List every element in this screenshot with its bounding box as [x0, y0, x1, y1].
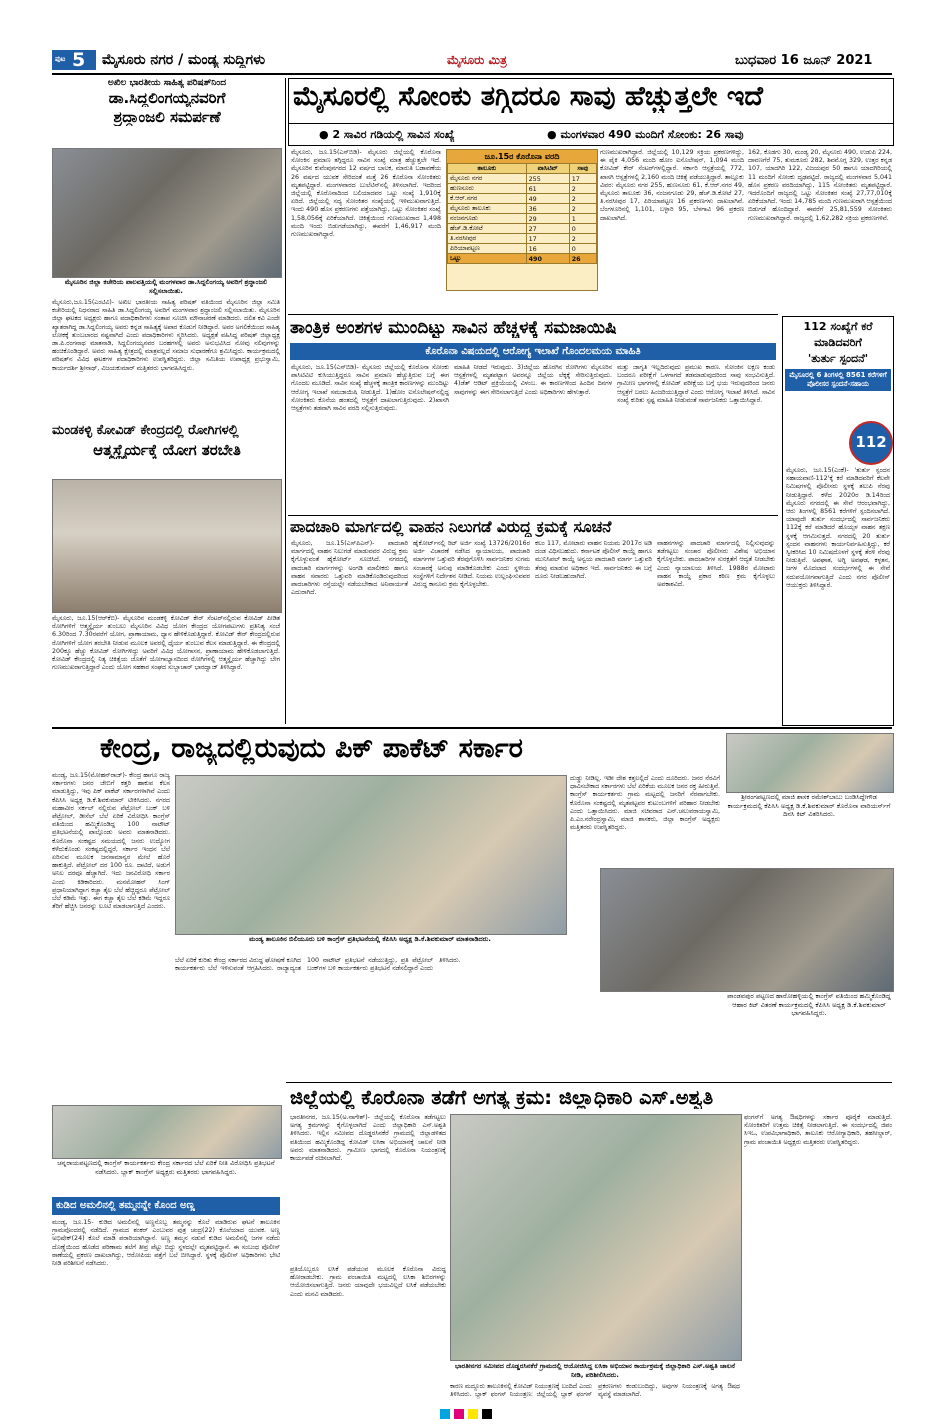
column-divider — [285, 78, 286, 724]
table-row — [448, 194, 597, 204]
lead-body-2: ಗುಣಮುಖರಾಗಿದ್ದಾರೆ. ಜಿಲ್ಲೆಯಲ್ಲಿ 10,129 ಸಕ್ರಿಯ ಪ್ರಕರಣಗಳಿದ್ದು, ಈ ಪೈಕಿ 4,056 ಮಂದಿ ಹೋಂ ಐಸೊಲೇಷನ್, 1,094 ಮಂದಿ ಕೋವಿಡ್ ಕೇರ್ ಸೆಂಟರ್‌ಗಳಲ್ಲಿದ್ದಾರೆ. ಸರ್ಕಾರಿ ಆಸ್ಪತ್ರೆಯಲ್ಲಿ 772, ಖಾಸಗಿ ಆಸ್ಪತ್ರೆಗಳಲ್ಲಿ 2,160 ಮಂದಿ ಚಿಕಿತ್ಸೆ ಪಡೆಯುತ್ತಿದ್ದಾರೆ. ತಾಲ್ಲೂಕು ವಿವರ: ಮೈಸೂರು ನಗರ 255, ಹುಣಸೂರು 61, ಕೆ.ಆರ್.ನಗರ 49, ಮೈಸೂರು ತಾಲೂಕು 36, ನಂಜನಗೂಡು 29, ಹೆಚ್.ಡಿ.ಕೋಟೆ 27, ತಿ.ನರಸೀಪುರ 17, ಪಿರಿಯಾಪಟ್ಟಣ 16 ಪ್ರಕರಣಗಳು ದಾಖಲಾಗಿವೆ. ಬೆಂಗಳೂರಿನಲ್ಲಿ 1,101, ಬಳ್ಳಾರಿ 95, ಬೆಳಗಾವಿ 96 ಪ್ರಕರಣ ದಾಖಲಾಗಿದೆ. — [600, 149, 744, 222]
story-112-headline-1: 112 ಸಂಖ್ಯೆಗೆ ಕರೆ — [803, 320, 873, 333]
registration-marks — [440, 1409, 510, 1419]
lead-strap-2-text: ಮಂಗಳವಾರ 490 ಮಂದಿಗೆ ಸೋಂಕು: 26 ಸಾವು — [560, 128, 744, 141]
lead-body-1: ಮೈಸೂರು, ಜೂ.15(ಎಸ್‌ಬಿಡಿ)- ಮೈಸೂರು ಜಿಲ್ಲೆಯಲ್ಲಿ ಕೊರೊನಾ ಸೋಂಕಿನ ಪ್ರಮಾಣ ತಗ್ಗಿದ್ದರೂ ಸಾವಿನ ಸಂಖ್ಯೆ ಮಾತ್ರ ಹೆಚ್ಚುತ್ತಲೇ ಇದೆ. ಮೈಸೂರಿನ ಕುವೆಂಪುನಗರದ 12 ವರ್ಷದ ಬಾಲಕ, ಮಾರುತಿ ಬಡಾವಣೆಯ 26 ವರ್ಷದ ಯುವಕ ಸೇರಿದಂತೆ ಮತ್ತೆ 26 ಕೊರೊನಾ ಸೋಂಕಿತರು ಮೃತಪಟ್ಟಿದ್ದಾರೆ. ಮಂಗಳವಾರದ ಬುಲೆಟಿನ್‌ನಲ್ಲಿ ತಿಳಿಸಲಾಗಿದೆ. ಇದರಿಂದ ಜಿಲ್ಲೆಯಲ್ಲಿ ಕೊರೊನಾದಿಂದ ಬಲಿಯಾದವರ ಒಟ್ಟು ಸಂಖ್ಯೆ 1,910ಕ್ಕೆ ಏರಿದೆ. ಜಿಲ್ಲೆಯಲ್ಲಿ ಸದ್ಯ ಸೋಂಕಿತರ ಸಂಖ್ಯೆಯಲ್ಲಿ ಇಳಿಮುಖವಾಗುತ್ತಿದೆ. ಇಂದು 490 ಹೊಸ ಪ್ರಕರಣಗಳು ಪತ್ತೆಯಾಗಿದ್ದು, ಒಟ್ಟು ಸೋಂಕಿತರ ಸಂಖ್ಯೆ 1,58,056ಕ್ಕೆ ಏರಿಕೆಯಾಗಿದೆ. ಚಿಕಿತ್ಸೆಯಿಂದ ಗುಣಮುಖರಾದ 1,498 ಮಂದಿ ಇಂದು ಬಿಡುಗಡೆಯಾಗಿದ್ದು, ಈವರೆಗೆ 1,46,917 ಮಂದಿ ಗುಣಮುಖರಾಗಿದ್ದಾರೆ. — [291, 149, 441, 239]
collector-photo — [450, 1114, 742, 1361]
parking-body-1: ಮೈಸೂರು, ಜೂ.15(ಎಸ್‌ಪಿಎನ್)- ಪಾದಚಾರಿ ಮಾರ್ಗದಲ್ಲಿ ವಾಹನ ನಿಲುಗಡೆ ಮಾಡುವವರ ವಿರುದ್ಧ ಕ್ರಮ ಕೈಗೊಳ್ಳುವಂತೆ ಹೈಕೋರ್ಟ್ ಸೂಚಿಸಿದೆ. ನಗರದಲ್ಲಿ ಪಾದಚಾರಿ ಮಾರ್ಗಗಳನ್ನು ಅಂಗಡಿ ಮಾಲೀಕರು ಹಾಗೂ ವಾಹನ ಸವಾರರು ಒತ್ತುವರಿ ಮಾಡಿಕೊಂಡಿರುವುದರಿಂದ ಪಾದಚಾರಿಗಳು ರಸ್ತೆಯಲ್ಲೇ ನಡೆಯಬೇಕಾದ ಅನಿವಾರ್ಯತೆ ಎದುರಾಗಿದೆ. — [291, 540, 408, 597]
section-title: ಮೈಸೂರು ನಗರ / ಮಂಡ್ಯ ಸುದ್ದಿಗಳು — [102, 52, 266, 68]
technical-body-3: ಮತ್ತು ಜಾಗೃತಿ ಇಲ್ಲದಿರುವುದು ಪ್ರಮುಖ ಕಾರಣ. ಸೋಂಕಿನ ಲಕ್ಷಣ ಕಂಡು ಬಂದರೂ ಪರೀಕ್ಷೆಗೆ ಒಳಗಾಗದೆ ತಡಮಾಡುವುದರಿಂದ ಸಾವು ಸಂಭವಿಸುತ್ತಿದೆ. ಗ್ರಾಮೀಣ ಭಾಗಗಳಲ್ಲಿ ಕೋವಿಡ್ ಪರೀಕ್ಷೆಯ ಬಗ್ಗೆ ಭಯ ಇರುವುದರಿಂದ ಜನರು ಆಸ್ಪತ್ರೆಗೆ ಬರಲು ಹಿಂಜರಿಯುತ್ತಿದ್ದಾರೆ ಎಂದು ಆರೋಗ್ಯ ಇಲಾಖೆ ತಿಳಿಸಿದೆ. ಸಾವಿನ ಸಂಖ್ಯೆ ಕುರಿತು ಸ್ಪಷ್ಟ ಮಾಹಿತಿ ನೀಡುವಂತೆ ಸಾರ್ವಜನಿಕರು ಒತ್ತಾಯಿಸಿದ್ದಾರೆ. — [617, 364, 775, 404]
table-cell: 49 — [526, 194, 569, 204]
table-row — [448, 184, 597, 194]
corona-table-grid — [447, 163, 597, 264]
table-cell: 2 — [569, 194, 596, 204]
page-label: ಪುಟ — [55, 55, 66, 63]
table-cell: 17 — [526, 234, 569, 244]
protest-caption: ಚನ್ನರಾಯಪಟ್ಟಣದಲ್ಲಿ ಕಾಂಗ್ರೆಸ್ ಕಾರ್ಯಕರ್ತರು ಕೇಂದ್ರ ಸರ್ಕಾರದ ಬೆಲೆ ಏರಿಕೆ ನೀತಿ ವಿರೋಧಿಸಿ ಪ್ರತಿಭಟನೆ ನಡೆಸಿದರು. ಬ್ಲಾಕ್ ಕಾಂಗ್ರೆಸ್ ಅಧ್ಯಕ್ಷರು ಮತ್ತಿತರರು ಭಾಗವಹಿಸಿದ್ದರು. — [57, 1159, 275, 1176]
table-cell: 61 — [526, 184, 569, 194]
pickpocket-caption-right-1: ಶ್ರೀರಂಗಪಟ್ಟಣದಲ್ಲಿ ಮಾಜಿ ಶಾಸಕ ರಮೇಶ್‌ಬಾಬು ಬಂಡಿಸಿದ್ದೇಗೌಡ ಕಾರ್ಯಕ್ರಮದಲ್ಲಿ ಕೆಪಿಸಿಸಿ ಅಧ್ಯಕ್ಷ ಡಿ.ಕೆ.ಶಿವಕುಮಾರ್ ಕೊರೊನಾ ವಾರಿಯರ್ಸ್‌ಗೆ ದಿನಸಿ ಕಿಟ್ ವಿತರಿಸಿದರು. — [727, 793, 891, 819]
story-yoga — [52, 423, 282, 723]
pickpocket-body-right: ದುಡ್ಡು ನೀಡಿಲ್ಲ. ಇಡೀ ದೇಶ ಕತ್ತಲಲ್ಲಿದೆ ಎಂದು ದೂರಿದರು. ಜನರ ನೆರವಿಗೆ ಧಾವಿಸಬೇಕಾದ ಸರ್ಕಾರಗಳು ಬೆಲೆ ಏರಿಕೆಯ ಮೂಲಕ ಜನರ ರಕ್ತ ಹೀರುತ್ತಿವೆ. ಕಾಂಗ್ರೆಸ್ ಕಾರ್ಯಕರ್ತರು ಗ್ರಾಮ ಮಟ್ಟದಲ್ಲಿ ಜನರಿಗೆ ನೆರವಾಗಬೇಕು. ಕೊರೊನಾ ಸಂಕಷ್ಟದಲ್ಲಿ ಮೃತಪಟ್ಟವರ ಕುಟುಂಬಗಳಿಗೆ ಪರಿಹಾರ ನೀಡಬೇಕು ಎಂದು ಒತ್ತಾಯಿಸಿದರು. ಮಾಜಿ ಸಚಿವರಾದ ಎನ್.ಚಲುವರಾಯಸ್ವಾಮಿ, ಪಿ.ಎಂ.ನರೇಂದ್ರಸ್ವಾಮಿ, ಮಾಜಿ ಶಾಸಕರು, ಜಿಲ್ಲಾ ಕಾಂಗ್ರೆಸ್ ಅಧ್ಯಕ್ಷರು ಮತ್ತಿತರರು ಉಪಸ್ಥಿತರಿದ್ದರು. — [570, 775, 720, 832]
table-row — [448, 244, 597, 254]
logo-112-text: 112 — [855, 433, 887, 451]
lead-strap-1-text: 2 ಸಾವಿರ ಗಡಿಯಲ್ಲಿ ಸಾವಿನ ಸಂಖ್ಯೆ — [332, 128, 455, 141]
header-rule — [52, 73, 892, 75]
table-cell: 0 — [569, 244, 596, 254]
table-cell: ಮೈಸೂರು ತಾಲೂಕು — [448, 204, 527, 214]
lead-strap — [289, 123, 893, 145]
issue-date: ಬುಧವಾರ 16 ಜೂನ್ 2021 — [735, 53, 873, 68]
tribute-kicker: ಅಖಿಲ ಭಾರತೀಯ ಸಾಹಿತ್ಯ ಪರಿಷತ್‌ನಿಂದ — [107, 78, 227, 88]
table-cell: 255 — [526, 174, 569, 184]
tribute-body: ಮೈಸೂರು,ಜೂ.15(ಎಂಟಿವಿ)- ಅಖಿಲ ಭಾರತೀಯ ಸಾಹಿತ್ಯ ಪರಿಷತ್ ವತಿಯಿಂದ ಮೈಸೂರಿನ ಜಿಲ್ಲಾ ಸಮಿತಿ ಕಚೇರಿಯಲ್ಲಿ ನಿಧನರಾದ ಸಾಹಿತಿ ಡಾ.ಸಿದ್ದಲಿಂಗಯ್ಯ ಅವರಿಗೆ ಮಂಗಳವಾರ ಶ್ರದ್ಧಾಂಜಲಿ ಸಲ್ಲಿಸಲಾಯಿತು. ಮೈಸೂರಿನ ಜಿಲ್ಲಾ ಘಟಕದ ಅಧ್ಯಕ್ಷರು ಹಾಗೂ ಪದಾಧಿಕಾರಿಗಳು ಸಂತಾಪ ಸೂಚಿಸಿ ಮೌನಾಚರಣೆ ಮಾಡಿದರು. ದಲಿತ ಕವಿ ಎಂದೇ ಖ್ಯಾತರಾಗಿದ್ದ ಡಾ.ಸಿದ್ದಲಿಂಗಯ್ಯ ಅವರು ಕನ್ನಡ ಸಾಹಿತ್ಯಕ್ಕೆ ಅಪಾರ ಕೊಡುಗೆ ನೀಡಿದ್ದಾರೆ. ಅವರ ಅಗಲಿಕೆಯಿಂದ ಸಾಹಿತ್ಯ ಲೋಕಕ್ಕೆ ತುಂಬಲಾರದ ನಷ್ಟವಾಗಿದೆ ಎಂದು ಪದಾಧಿಕಾರಿಗಳು ಸ್ಮರಿಸಿದರು. ಅಧ್ಯಕ್ಷತೆ ವಹಿಸಿದ್ದ ಪರಿಷತ್ ಜಿಲ್ಲಾಧ್ಯಕ್ಷ ಡಾ.ಪಿ.ರಂಗನಾಥ ಮಾತನಾಡಿ, ಸಿದ್ದಲಿಂಗಯ್ಯನವರ ಬರಹಗಳಲ್ಲಿ ಅವರು ಅನುಭವಿಸಿದ ನೋವು ನಲಿವುಗಳನ್ನು ಹಂಚಿಕೊಂಡಿದ್ದಾರೆ. ಅವರು ಸಾಹಿತ್ಯ ಕ್ಷೇತ್ರದಲ್ಲಿ ಮಾತ್ರವಲ್ಲದೆ ಸಮಾಜ ಸುಧಾರಣೆಗೂ ಶ್ರಮಿಸಿದ್ದರು. ಕಾರ್ಯಕ್ರಮದಲ್ಲಿ ಪರಿಷತ್‌ನ ವಿವಿಧ ಘಟಕಗಳ ಪದಾಧಿಕಾರಿಗಳು ಉಪಸ್ಥಿತರಿದ್ದರು. ಜಿಲ್ಲಾ ಸಮಿತಿಯ ಉಪಾಧ್ಯಕ್ಷ ಪ್ರಭುಸ್ವಾಮಿ, ಕಾರ್ಯದರ್ಶಿ ಶ್ರೀನಾಥ್, ವಿಜಯಕುಮಾರ್ ಮತ್ತಿತರರು ಭಾಗವಹಿಸಿದ್ದರು. — [52, 299, 280, 372]
emergency-112-logo — [849, 421, 893, 465]
table-cell: 16 — [526, 244, 569, 254]
lead-headline-box — [288, 78, 894, 146]
table-header-cell: ತಾಲೂಕು — [448, 164, 527, 174]
collector-body-2: ಪ್ರತಿಯೊಬ್ಬರೂ ಲಸಿಕೆ ಪಡೆಯುವ ಮೂಲಕ ಕೊರೊನಾ ವಿರುದ್ಧ ಹೋರಾಡಬೇಕು. ಗ್ರಾಮ ಪಂಚಾಯಿತಿ ಮಟ್ಟದಲ್ಲಿ ಲಸಿಕಾ ಶಿಬಿರಗಳನ್ನು ಆಯೋಜಿಸಲಾಗುತ್ತಿದೆ. ಜನರು ಯಾವುದೇ ಭಯವಿಲ್ಲದೆ ಲಸಿಕೆ ಪಡೆಯಬೇಕು ಎಂದು ಮನವಿ ಮಾಡಿದರು. — [290, 1266, 446, 1298]
table-row — [448, 224, 597, 234]
page-header — [52, 50, 892, 72]
story-112-banner: ಮೈಸೂರಲ್ಲಿ 6 ತಿಂಗಳಲ್ಲಿ 8561 ಕರೆಗಳಿಗೆ ಪೊಲೀಸರ ಸ್ಪಂದನೆ-ಸಹಾಯ — [785, 369, 891, 391]
corona-table — [446, 149, 598, 291]
pickpocket-photo-right-2 — [600, 868, 894, 992]
magenta-swatch — [454, 1409, 464, 1419]
pickpocket-main-caption: ಮಂಡ್ಯ ತಾಲೂಕಿನ ಬಿಲಿಯೂರು ಬಳಿ ಕಾಂಗ್ರೆಸ್ ಪ್ರತಿಭಟನೆಯಲ್ಲಿ ಕೆಪಿಸಿಸಿ ಅಧ್ಯಕ್ಷ ಡಿ.ಕೆ.ಶಿವಕುಮಾರ್ ಮಾತನಾಡಿದರು. — [249, 935, 491, 943]
brother-body: ಮಂಡ್ಯ, ಜೂ.15- ಕುಡಿದ ಅಮಲಿನಲ್ಲಿ ಅಣ್ಣನೊಬ್ಬ ತಮ್ಮನನ್ನು ಕೊಲೆ ಮಾಡಿರುವ ಘಟನೆ ತಾಲೂಕಿನ ಗ್ರಾಮವೊಂದರಲ್ಲಿ ನಡೆದಿದೆ. ಗ್ರಾಮದ ಶಂಕರ್ ಎಂಬುವರ ಪುತ್ರ ಚಂದ್ರ(22) ಕೊಲೆಯಾದ ಯುವಕ. ಅಣ್ಣ ಅಭಿಷೇಕ್(24) ಕೊಲೆ ಮಾಡಿ ಪರಾರಿಯಾಗಿದ್ದಾನೆ. ಅಣ್ಣ ತಮ್ಮನ ನಡುವೆ ಕುಡಿದ ಅಮಲಿನಲ್ಲಿ ಜಗಳ ನಡೆದು ದೊಣ್ಣೆಯಿಂದ ಹೊಡೆದ ಪರಿಣಾಮ ತಲೆಗೆ ತೀವ್ರ ಪೆಟ್ಟು ಬಿದ್ದು ಸ್ಥಳದಲ್ಲೇ ಮೃತಪಟ್ಟಿದ್ದಾನೆ. ಈ ಸಂಬಂಧ ಪೊಲೀಸ್ ಠಾಣೆಯಲ್ಲಿ ಪ್ರಕರಣ ದಾಖಲಾಗಿದ್ದು, ಆರೋಪಿಯ ಪತ್ತೆಗೆ ಬಲೆ ಬೀಸಿದ್ದಾರೆ. ಸ್ಥಳಕ್ಕೆ ಪೊಲೀಸ್ ಅಧಿಕಾರಿಗಳು ಭೇಟಿ ನೀಡಿ ಪರಿಶೀಲನೆ ನಡೆಸಿದರು. — [52, 1219, 280, 1268]
masthead: ಮೈಸೂರು ಮಿತ್ರ — [447, 53, 507, 67]
table-cell: 29 — [526, 214, 569, 224]
pickpocket-headline: ಕೇಂದ್ರ, ರಾಜ್ಯದಲ್ಲಿರುವುದು ಪಿಕ್ ಪಾಕೆಟ್ ಸರ್ಕಾರ — [100, 733, 523, 764]
table-header-cell: ಸಾವು — [569, 164, 596, 174]
protest-photo — [52, 1105, 282, 1159]
collector-body-1: ಭಾರತೀನಗರ, ಜೂ.15(ಅ.ನಾಗೇಶ್)- ಜಿಲ್ಲೆಯಲ್ಲಿ ಕೊರೊನಾ ತಡೆಗಟ್ಟಲು ಅಗತ್ಯ ಕ್ರಮಗಳನ್ನು ಕೈಗೊಳ್ಳಲಾಗಿದೆ ಎಂದು ಜಿಲ್ಲಾಧಿಕಾರಿ ಎಸ್.ಅಶ್ವತಿ ತಿಳಿಸಿದರು. ಇಲ್ಲಿನ ಸಮೀಪದ ದೊಡ್ಡರಸಿನಕೆರೆ ಗ್ರಾಮದಲ್ಲಿ ಜಿಲ್ಲಾಡಳಿತದ ವತಿಯಿಂದ ಹಮ್ಮಿಕೊಂಡಿದ್ದ ಕೋವಿಡ್ ಲಸಿಕಾ ಅಭಿಯಾನಕ್ಕೆ ಚಾಲನೆ ನೀಡಿ ಅವರು ಮಾತನಾಡಿದರು. ಗ್ರಾಮೀಣ ಭಾಗದಲ್ಲಿ ಕೊರೊನಾ ನಿಯಂತ್ರಣಕ್ಕೆ ಕಾರ್ಯಪಡೆ ರಚಿಸಲಾಗಿದೆ. — [290, 1114, 446, 1163]
section-rule — [286, 1082, 892, 1083]
lead-headline: ಮೈಸೂರಲ್ಲಿ ಸೋಂಕು ತಗ್ಗಿದರೂ ಸಾವು ಹೆಚ್ಚುತ್ತಲೇ ಇದೆ — [293, 81, 763, 112]
yoga-photo — [52, 479, 282, 613]
table-header-row — [448, 164, 597, 174]
tribute-headline-1: ಡಾ.ಸಿದ್ದಲಿಂಗಯ್ಯನವರಿಗೆ — [108, 89, 226, 107]
black-swatch — [482, 1409, 492, 1419]
yoga-body: ಮೈಸೂರು, ಜೂ.15(ಆರ್‌ಕೆಬಿ)- ಮೈಸೂರಿನ ಮಂಡಕಳ್ಳಿ ಕೋವಿಡ್ ಕೇರ್ ಸೆಂಟರ್‌ನಲ್ಲಿರುವ ಕೋವಿಡ್ ಪೀಡಿತ ರೋಗಿಗಳಿಗೆ ಆತ್ಮಸ್ಥೈರ್ಯ ತುಂಬಲು ಮೈಸೂರಿನ ವಿವಿಧ ಯೋಗ ಕೇಂದ್ರದ ಯೋಗಪಟುಗಳು ಪ್ರತಿನಿತ್ಯ ಸಂಜೆ 6.30ರಿಂದ 7.30ರವರೆಗೆ ಯೋಗ, ಪ್ರಾಣಾಯಾಮ, ಧ್ಯಾನ ಹೇಳಿಕೊಡುತ್ತಿದ್ದಾರೆ. ಕೋವಿಡ್ ಕೇರ್ ಕೇಂದ್ರದಲ್ಲಿರುವ ರೋಗಿಗಳಿಗೆ ಯೋಗ ತರಬೇತಿ ನೀಡುವ ಮೂಲಕ ಅವರಲ್ಲಿ ಧೈರ್ಯ ತುಂಬುವ ಕೆಲಸ ಮಾಡುತ್ತಿದ್ದಾರೆ. ಈ ಕೇಂದ್ರದಲ್ಲಿ 200ಕ್ಕೂ ಹೆಚ್ಚು ಕೋವಿಡ್ ರೋಗಿಗಳಿದ್ದು ಅವರಿಗೆ ವಿವಿಧ ಯೋಗಾಸನ, ಪ್ರಾಣಾಯಾಮ ಹೇಳಿಕೊಡಲಾಗುತ್ತಿದೆ. ಕೋವಿಡ್ ಕೇಂದ್ರದಲ್ಲಿ ನಿತ್ಯ ಚಿಕಿತ್ಸೆಯ ಜೊತೆಗೆ ಯೋಗಾಭ್ಯಾಸದಿಂದ ರೋಗಿಗಳಲ್ಲಿ ಆತ್ಮಸ್ಥೈರ್ಯ ಹೆಚ್ಚಾಗಿದ್ದು ಬೇಗ ಗುಣಮುಖರಾಗುತ್ತಿದ್ದಾರೆ ಎಂದು ಯೋಗ ಸಹಕಾರ ಸಂಘದ ಸುಬ್ಬಾಚಾರ್ ಭಾರದ್ವಾಜ್ ತಿಳಿಸಿದ್ದಾರೆ. — [52, 615, 280, 672]
pickpocket-photo-right-1 — [726, 733, 894, 793]
corona-table-title: ಜೂ.15ರ ಕೊರೊನಾ ವರದಿ — [447, 150, 597, 163]
table-cell: 27 — [526, 224, 569, 234]
technical-banner: ಕೊರೊನಾ ವಿಷಯದಲ್ಲಿ ಆರೋಗ್ಯ ಇಲಾಖೆ ಗೊಂದಲಮಯ ಮಾಹಿತಿ — [290, 343, 776, 360]
table-cell: 26 — [569, 254, 596, 264]
story-112-headline-3: 'ತುರ್ತು ಸ್ಪಂದನೆ' — [807, 352, 869, 365]
table-cell: 2 — [569, 234, 596, 244]
table-cell: ನಂಜನಗೂಡು — [448, 214, 527, 224]
story-112-body: ಮೈಸೂರು, ಜೂ.15(ಎಂಕೆ)- 'ತುರ್ತು ಸ್ಪಂದನ ಸಹಾಯವಾಣಿ-112'ಕ್ಕೆ ಕರೆ ಮಾಡಿದವರಿಗೆ ಕೆಲವೇ ನಿಮಿಷಗಳಲ್ಲಿ ಪೊಲೀಸರು ಸ್ಥಳಕ್ಕೆ ತಲುಪಿ ನೆರವು ನೀಡುತ್ತಿದ್ದಾರೆ. ಕಳೆದ 2020ರ ಡಿ.14ರಿಂದ ಮೈಸೂರು ನಗರದಲ್ಲಿ ಈ ಸೇವೆ ಆರಂಭವಾಗಿದ್ದು, ಆರು ತಿಂಗಳಲ್ಲಿ 8561 ಕರೆಗಳಿಗೆ ಸ್ಪಂದಿಸಲಾಗಿದೆ. ಯಾವುದೇ ತುರ್ತು ಸಂದರ್ಭದಲ್ಲಿ ಸಾರ್ವಜನಿಕರು 112ಕ್ಕೆ ಕರೆ ಮಾಡಿದರೆ ಹೊಯ್ಸಳ ವಾಹನ ತಕ್ಷಣ ಸ್ಥಳಕ್ಕೆ ಆಗಮಿಸುತ್ತದೆ. ನಗರದಲ್ಲಿ 20 ತುರ್ತು ಸ್ಪಂದನ ವಾಹನಗಳು ಕಾರ್ಯನಿರ್ವಹಿಸುತ್ತಿದ್ದು, ಕರೆ ಸ್ವೀಕರಿಸಿದ 10 ನಿಮಿಷದೊಳಗೆ ಸ್ಥಳಕ್ಕೆ ತೆರಳಿ ನೆರವು ನೀಡುತ್ತಿವೆ. ಅಪಘಾತ, ಅಗ್ನಿ ಅವಘಡ, ಕಳ್ಳತನ, ಜಗಳ ಮೊದಲಾದ ಸಂದರ್ಭಗಳಲ್ಲಿ ಈ ಸೇವೆ ಸದುಪಯೋಗವಾಗುತ್ತಿದೆ ಎಂದು ನಗರ ಪೊಲೀಸ್ ಆಯುಕ್ತರು ತಿಳಿಸಿದ್ದಾರೆ. — [786, 467, 890, 589]
table-row — [448, 174, 597, 184]
lead-body-1b — [446, 292, 596, 312]
table-cell: ಹುಣಸೂರು — [448, 184, 527, 194]
tribute-headline-2: ಶ್ರದ್ಧಾಂಜಲಿ ಸಮರ್ಪಣೆ — [113, 108, 221, 126]
tribute-caption: ಮೈಸೂರಿನ ಜಿಲ್ಲಾ ಕಚೇರಿಯ ಪಾಲವತ್ತಿಯಲ್ಲಿ ಮಂಗಳವಾರ ಡಾ.ಸಿದ್ದಲಿಂಗಯ್ಯ ಅವರಿಗೆ ಶ್ರದ್ಧಾಂಜಲಿ ಸಲ್ಲಿಸಲಾಯಿತು. — [64, 278, 268, 295]
table-row — [448, 234, 597, 244]
table-cell: ಹೆಚ್.ಡಿ.ಕೋಟೆ — [448, 224, 527, 234]
table-cell: ಒಟ್ಟು — [448, 254, 527, 264]
collector-body-4: ಫಂಗಸ್‌ಗೆ ಅಗತ್ಯ ಔಷಧಿಗಳನ್ನು ಸರ್ಕಾರ ಪೂರೈಕೆ ಮಾಡುತ್ತಿದೆ. ಸೋಂಕಿತರಿಗೆ ಉತ್ತಮ ಚಿಕಿತ್ಸೆ ನೀಡಲಾಗುತ್ತಿದೆ. ಈ ಸಂದರ್ಭದಲ್ಲಿ ಜಿಪಂ ಸಿಇಒ, ಉಪವಿಭಾಗಾಧಿಕಾರಿ, ತಾಲೂಕು ಆರೋಗ್ಯಾಧಿಕಾರಿ, ತಹಸೀಲ್ದಾರ್, ಗ್ರಾಮ ಪಂಚಾಯಿತಿ ಅಧ್ಯಕ್ಷರು ಮತ್ತಿತರರು ಉಪಸ್ಥಿತರಿದ್ದರು. — [744, 1114, 892, 1146]
pickpocket-body-bottom: ಬೆಲೆ ಏರಿಕೆ ಕುರಿತು ಕೇಂದ್ರ ಸರ್ಕಾರದ ವಿರುದ್ಧ ಘೋಷಣೆ ಕೂಗಿದ ಕಾರ್ಯಕರ್ತರು ಬೆಲೆ ಇಳಿಸುವಂತೆ ಆಗ್ರಹಿಸಿದರು. ರಾಜ್ಯಾದ್ಯಂತ 100 ನಾಟೌಟ್ ಪ್ರತಿಭಟನೆ ನಡೆಯುತ್ತಿದ್ದು, ಪ್ರತಿ ಪೆಟ್ರೋಲ್ ಬಂಕ್‌ಗಳ ಬಳಿ ಕಾರ್ಯಕರ್ತರು ಪ್ರತಿಭಟನೆ ನಡೆಸಲಿದ್ದಾರೆ ಎಂದು ತಿಳಿಸಿದರು. — [175, 957, 461, 973]
table-header-cell: ಪಾಸಿಟಿವ್ — [526, 164, 569, 174]
pickpocket-main-photo — [175, 775, 567, 935]
section-rule — [52, 727, 892, 729]
lead-strap-2: ● ಮಂಗಳವಾರ 490 ಮಂದಿಗೆ ಸೋಂಕು: 26 ಸಾವು — [547, 128, 744, 141]
brother-headline-box — [52, 1197, 280, 1215]
brother-headline: ಕುಡಿದ ಅಮಲಿನಲ್ಲಿ ತಮ್ಮನನ್ನೇ ಕೊಂದ ಅಣ್ಣ — [56, 1200, 196, 1211]
technical-body-1: ಮೈಸೂರು, ಜೂ.15(ಎಸ್‌ಬಿಡಿ)- ಮೈಸೂರು ಜಿಲ್ಲೆಯಲ್ಲಿ ಕೊರೊನಾ ಸೋಂಕು ಪಾಸಿಟಿವಿಟಿ ಕುಸಿಯುತ್ತಿದ್ದರೂ ಸಾವಿನ ಪ್ರಮಾಣ ಹೆಚ್ಚುತ್ತಿರುವ ಬಗ್ಗೆ ಈಗ ಗೊಂದಲ ಮೂಡಿದೆ. ಸಾವಿನ ಸಂಖ್ಯೆ ಹೆಚ್ಚಳಕ್ಕೆ ತಾಂತ್ರಿಕ ಕಾರಣಗಳನ್ನು ಮುಂದಿಟ್ಟು ಆರೋಗ್ಯ ಇಲಾಖೆ ಸಮಜಾಯಿಷಿ ನೀಡುತ್ತಿದೆ. 1)ಹೋಂ ಐಸೊಲೇಷನ್‌ನಲ್ಲಿದ್ದ ಸೋಂಕಿತರು ಕೊನೆಯ ಹಂತದಲ್ಲಿ ಆಸ್ಪತ್ರೆಗೆ ದಾಖಲಾಗುತ್ತಿರುವುದು. 2)ಖಾಸಗಿ ಆಸ್ಪತ್ರೆಗಳು ತಡವಾಗಿ ಸಾವಿನ ವರದಿ ಸಲ್ಲಿಸುತ್ತಿರುವುದು. — [291, 364, 449, 413]
story-112-headline-2: ಮಾಡಿದವರಿಗೆ — [814, 336, 862, 349]
collector-headline: ಜಿಲ್ಲೆಯಲ್ಲಿ ಕೊರೊನಾ ತಡೆಗೆ ಅಗತ್ಯ ಕ್ರಮ: ಜಿಲ್ಲಾಧಿಕಾರಿ ಎಸ್.ಅಶ್ವತಿ — [290, 1086, 714, 1109]
section-rule — [288, 515, 778, 516]
page-number: 5 — [72, 49, 86, 71]
collector-body-3: ಕಾರಣ ಮದ್ದೂರು ತಾಲೂಕಿನಲ್ಲಿ ಕೋವಿಡ್ ನಿಯಂತ್ರಣಕ್ಕೆ ಬಂದಿದೆ ಎಂದು ತಿಳಿಸಿದರು. ಬ್ಲಾಕ್ ಫಂಗಸ್ ನಿಯಂತ್ರಣ: ಜಿಲ್ಲೆಯಲ್ಲಿ ಬ್ಲಾಕ್ ಫಂಗಸ್ ಪ್ರಕರಣಗಳು ಕಂಡುಬಂದಿದ್ದು, ಅವುಗಳ ನಿಯಂತ್ರಣಕ್ಕೆ ಅಗತ್ಯ ಔಷಧ ವ್ಯವಸ್ಥೆ ಮಾಡಲಾಗಿದೆ. — [450, 1383, 740, 1399]
table-total-row — [448, 254, 597, 264]
pickpocket-body-lead: ಮಂಡ್ಯ, ಜೂ.15(ಮೋಹನ್‌ರಾಜ್)- ಕೇಂದ್ರ ಹಾಗೂ ರಾಜ್ಯ ಸರ್ಕಾರಗಳು ಜನರ ಜೇಬಿಗೆ ಕತ್ತರಿ ಹಾಕುವ ಕೆಲಸ ಮಾಡುತ್ತಿದ್ದು, ಇವು ಪಿಕ್ ಪಾಕೆಟ್ ಸರ್ಕಾರಗಳಾಗಿವೆ ಎಂದು ಕೆಪಿಸಿಸಿ ಅಧ್ಯಕ್ಷ ಡಿ.ಕೆ.ಶಿವಕುಮಾರ್ ಟೀಕಿಸಿದರು. ನಗರದ ಮಹಾವೀರ ಸರ್ಕಲ್ ನಲ್ಲಿರುವ ಪೆಟ್ರೋಲ್ ಬಂಕ್ ಬಳಿ ಪೆಟ್ರೋಲ್, ಡೀಸೆಲ್ ಬೆಲೆ ಏರಿಕೆ ವಿರೋಧಿಸಿ ಕಾಂಗ್ರೆಸ್ ವತಿಯಿಂದ ಹಮ್ಮಿಕೊಂಡಿದ್ದ 100 ನಾಟೌಟ್ ಪ್ರತಿಭಟನೆಯಲ್ಲಿ ಪಾಲ್ಗೊಂಡು ಅವರು ಮಾತನಾಡಿದರು. ಕೊರೊನಾ ಸಂಕಷ್ಟದ ಸಮಯದಲ್ಲಿ ಜನರು ಉದ್ಯೋಗ ಕಳೆದುಕೊಂಡು ಸಂಕಷ್ಟದಲ್ಲಿದ್ದರೆ, ಸರ್ಕಾರ ಇಂಧನ ಬೆಲೆ ಏರಿಸುವ ಮೂಲಕ ಜನಸಾಮಾನ್ಯರ ಮೇಲೆ ಹೊರೆ ಹಾಕುತ್ತಿದೆ. ಪೆಟ್ರೋಲ್ ದರ 100 ರೂ. ದಾಟಿದೆ, ಅಡುಗೆ ಅನಿಲ ದರವೂ ಹೆಚ್ಚಾಗಿದೆ. ಇದು ಜನವಿರೋಧಿ ಸರ್ಕಾರ ಎಂದು ಕಿಡಿಕಾರಿದರು. ಮನಮೋಹನ್ ಸಿಂಗ್ ಪ್ರಧಾನಿಯಾಗಿದ್ದಾಗ ಕಚ್ಚಾ ತೈಲ ಬೆಲೆ ಹೆಚ್ಚಿದ್ದರೂ ಪೆಟ್ರೋಲ್ ಬೆಲೆ ಕಡಿಮೆ ಇತ್ತು. ಈಗ ಕಚ್ಚಾ ತೈಲ ಬೆಲೆ ಕಡಿಮೆ ಇದ್ದರೂ ತೆರಿಗೆ ಹೆಚ್ಚಿಸಿ ಜನರನ್ನು ಲೂಟಿ ಮಾಡಲಾಗುತ್ತಿದೆ ಎಂದರು. — [52, 772, 170, 911]
table-cell: 1 — [569, 214, 596, 224]
table-cell: 17 — [569, 174, 596, 184]
lead-body-3: 162, ಕೊಡಗು 30, ಮಂಡ್ಯ 20, ಮೈಸೂರು 490, ಉಡುಪಿ 224, ದಾವಣಗೆರೆ 75, ತುಮಕೂರು 282, ಶಿವಮೊಗ್ಗ 329, ಉತ್ತರ ಕನ್ನಡ 107, ಯಾದಗಿರಿ 122, ವಿಜಯಪುರ 50 ಹಾಗೂ ಯಾದಗಿರಿಯಲ್ಲಿ 11 ಮಂದಿಗೆ ಸೋಂಕು ದೃಢಪಟ್ಟಿದೆ. ರಾಜ್ಯದಲ್ಲಿ ಮಂಗಳವಾರ 5,041 ಹೊಸ ಪ್ರಕರಣ ವರದಿಯಾಗಿದ್ದು, 115 ಸೋಂಕಿತರು ಮೃತಪಟ್ಟಿದ್ದಾರೆ. ಇದರೊಂದಿಗೆ ರಾಜ್ಯದಲ್ಲಿ ಒಟ್ಟು ಸೋಂಕಿತರ ಸಂಖ್ಯೆ 27,77,010ಕ್ಕೆ ಏರಿಕೆಯಾಗಿದೆ. ಇಂದು 14,785 ಮಂದಿ ಗುಣಮುಖರಾಗಿ ಆಸ್ಪತ್ರೆಯಿಂದ ಬಿಡುಗಡೆ ಹೊಂದಿದ್ದಾರೆ. ಈವರೆಗೆ 25,81,559 ಸೋಂಕಿತರು ಗುಣಮುಖರಾಗಿದ್ದಾರೆ. ರಾಜ್ಯದಲ್ಲಿ 1,62,282 ಸಕ್ರಿಯ ಪ್ರಕರಣಗಳಿವೆ. — [748, 149, 892, 222]
table-row — [448, 214, 597, 224]
technical-body-2: ಮಾಹಿತಿ ನೀಡದೆ ಇರುವುದು. 3)ಜಿಲ್ಲೆಯ ಹೊರಗಿನ ರೋಗಿಗಳು ಮೈಸೂರಿನ ಆಸ್ಪತ್ರೆಗಳಲ್ಲಿ ಮೃತಪಟ್ಟಾಗ ಅವರನ್ನೂ ಜಿಲ್ಲೆಯ ಲೆಕ್ಕಕ್ಕೆ ಸೇರಿಸುತ್ತಿರುವುದು. 4)ಡೆತ್ ಆಡಿಟ್ ಪ್ರಕ್ರಿಯೆಯಲ್ಲಿ ವಿಳಂಬ. ಈ ಕಾರಣಗಳಿಂದ ಹಿಂದಿನ ದಿನಗಳ ಸಾವುಗಳನ್ನು ಈಗ ಸೇರಿಸಲಾಗುತ್ತಿದೆ ಎಂದು ಅಧಿಕಾರಿಗಳು ಹೇಳುತ್ತಾರೆ. — [454, 364, 612, 396]
tribute-photo — [52, 148, 282, 278]
table-cell: ಮೈಸೂರು ನಗರ — [448, 174, 527, 184]
table-cell: 2 — [569, 184, 596, 194]
table-cell: ತಿ.ನರಸೀಪುರ — [448, 234, 527, 244]
yoga-headline-2: ಆತ್ಮಸ್ಥೈರ್ಯಕ್ಕೆ ಯೋಗ ತರಬೇತಿ — [93, 441, 241, 459]
section-rule — [288, 314, 778, 315]
collector-caption: ಭಾರತೀನಗರ ಸಮೀಪದ ದೊಡ್ಡರಸಿನಕೆರೆ ಗ್ರಾಮದಲ್ಲಿ ಆಯೋಜಿಸಿದ್ದ ಲಸಿಕಾ ಅಭಿಯಾನ ಕಾರ್ಯಕ್ರಮಕ್ಕೆ ಜಿಲ್ಲಾಧಿಕಾರಿ ಎಸ್.ಅಶ್ವತಿ ಚಾಲನೆ ನೀಡಿ, ಪರಿಶೀಲಿಸಿದರು. — [454, 1362, 736, 1379]
table-cell: 2 — [569, 204, 596, 214]
lead-strap-1: ● 2 ಸಾವಿರ ಗಡಿಯಲ್ಲಿ ಸಾವಿನ ಸಂಖ್ಯೆ — [319, 128, 455, 141]
parking-body-2: ಹೈಕೋರ್ಟ್‌ನಲ್ಲಿ ರಿಟ್ ಅರ್ಜಿ ಸಂಖ್ಯೆ 13726/2016ರ ಅರ್ಜಿ ವಿಚಾರಣೆ ನಡೆಸಿದ ನ್ಯಾಯಾಲಯ, ಪಾದಚಾರಿ ಮಾರ್ಗಗಳ ಒತ್ತುವರಿ ತೆರವುಗೊಳಿಸಿ ಸಾರ್ವಜನಿಕರ ಸುಗಮ ಸಂಚಾರಕ್ಕೆ ಅನುವು ಮಾಡಿಕೊಡಬೇಕು ಎಂದು ಸ್ಥಳೀಯ ಸಂಸ್ಥೆಗಳಿಗೆ ನಿರ್ದೇಶನ ನೀಡಿದೆ. ನಿಯಮ ಉಲ್ಲಂಘಿಸುವವರ ವಿರುದ್ಧ ಕಾನೂನು ಕ್ರಮ ಕೈಗೊಳ್ಳಬೇಕು. — [413, 540, 530, 589]
cyan-swatch — [440, 1409, 450, 1419]
parking-headline: ಪಾದಚಾರಿ ಮಾರ್ಗದಲ್ಲಿ ವಾಹನ ನಿಲುಗಡೆ ವಿರುದ್ಧ ಕ್ರಮಕ್ಕೆ ಸೂಚನೆ — [290, 518, 612, 536]
story-tribute — [52, 78, 282, 418]
story-112 — [782, 316, 894, 726]
table-cell: 0 — [569, 224, 596, 234]
table-row — [448, 204, 597, 214]
pickpocket-caption-right-2: ಪಾಂಡವಪುರ ಪಟ್ಟಣದ ಹಾರೋಹಳ್ಳಿಯಲ್ಲಿ ಕಾಂಗ್ರೆಸ್ ವತಿಯಿಂದ ಹಮ್ಮಿಕೊಂಡಿದ್ದ ಆಹಾರ ಕಿಟ್ ವಿತರಣೆ ಕಾರ್ಯಕ್ರಮದಲ್ಲಿ ಕೆಪಿಸಿಸಿ ಅಧ್ಯಕ್ಷ ಡಿ.ಕೆ.ಶಿವಕುಮಾರ್ ಭಾಗವಹಿಸಿದ್ದರು. — [727, 992, 891, 1018]
yellow-swatch — [468, 1409, 478, 1419]
yoga-headline-1: ಮಂಡಕಳ್ಳಿ ಕೋವಿಡ್ ಕೇಂದ್ರದಲ್ಲಿ ರೋಗಿಗಳಲ್ಲಿ — [52, 423, 239, 438]
table-cell: ಕೆ.ಆರ್.ನಗರ — [448, 194, 527, 204]
table-cell: 490 — [526, 254, 569, 264]
parking-body-3: ಕಲಂ 117, ಮೋಟಾರು ವಾಹನ ನಿಯಮ 2017ರ ಅಡಿ ದಂಡ ವಿಧಿಸಬಹುದು. ಕರ್ನಾಟಕ ಪೊಲೀಸ್ ಕಾಯ್ದೆ ಹಾಗೂ ಮುನಿಸಿಪಲ್ ಕಾಯ್ದೆ ಅನ್ವಯ ಪಾದಚಾರಿ ಮಾರ್ಗ ಒತ್ತುವರಿ ತೆರವು ಮಾಡುವ ಅಧಿಕಾರ ಇದೆ. ಸಾರ್ವಜನಿಕರು ಈ ಬಗ್ಗೆ ದೂರು ನೀಡಬಹುದಾಗಿದೆ. — [535, 540, 652, 580]
table-cell: ಪಿರಿಯಾಪಟ್ಟಣ — [448, 244, 527, 254]
parking-body-4: ವಾಹನಗಳನ್ನು ಪಾದಚಾರಿ ಮಾರ್ಗದಲ್ಲಿ ನಿಲ್ಲಿಸುವುದನ್ನು ತಡೆಗಟ್ಟಲು ಸಂಚಾರ ಪೊಲೀಸರು ವಿಶೇಷ ಅಭಿಯಾನ ಕೈಗೊಳ್ಳಬೇಕು. ಪಾದಚಾರಿಗಳ ಸುರಕ್ಷತೆಗೆ ಆದ್ಯತೆ ನೀಡಬೇಕು ಎಂದು ನ್ಯಾಯಾಲಯ ತಿಳಿಸಿದೆ. 1988ರ ಮೋಟಾರು ವಾಹನ ಕಾಯ್ದೆ ಪ್ರಕಾರ ಕಠಿಣ ಕ್ರಮ ಕೈಗೊಳ್ಳಲು ಅವಕಾಶವಿದೆ. — [657, 540, 775, 589]
table-cell: 36 — [526, 204, 569, 214]
page-number-tag — [52, 50, 96, 70]
technical-headline: ತಾಂತ್ರಿಕ ಅಂಶಗಳ ಮುಂದಿಟ್ಟು ಸಾವಿನ ಹೆಚ್ಚಳಕ್ಕೆ ಸಮಜಾಯಿಷಿ — [290, 318, 617, 338]
